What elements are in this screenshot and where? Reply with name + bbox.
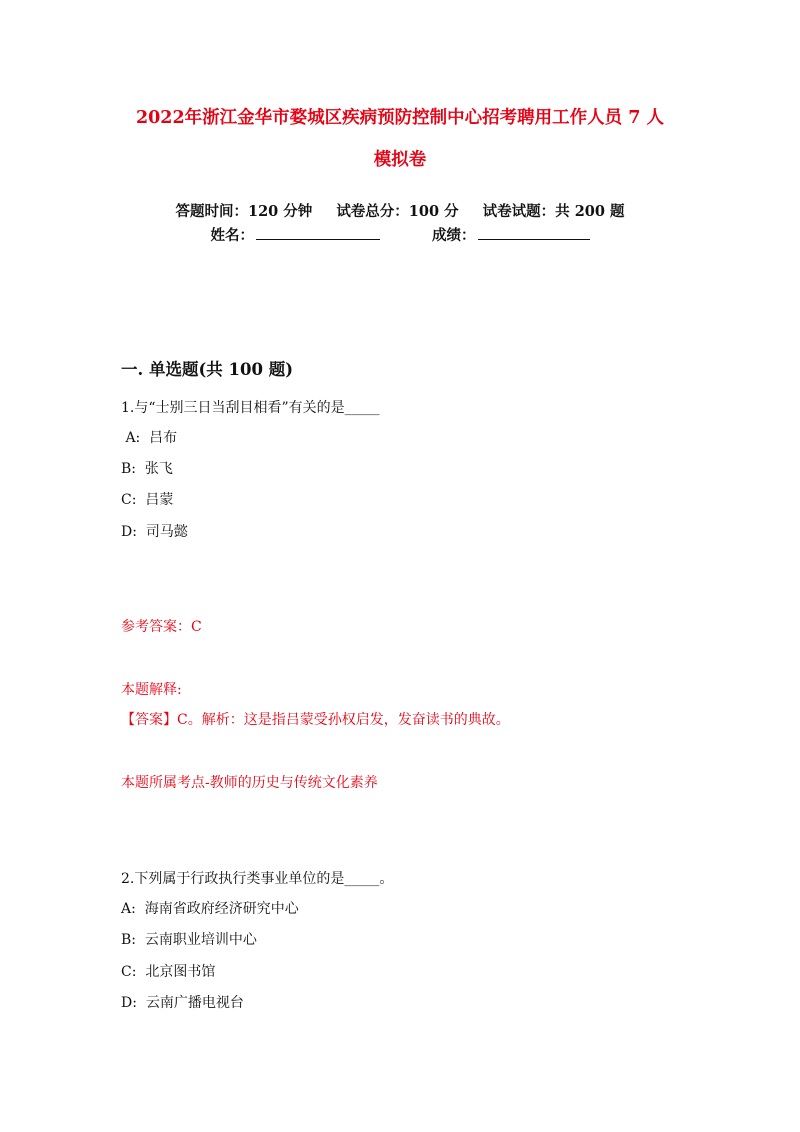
exam-question-count: 试卷试题：共 200 题 <box>482 203 625 220</box>
page-title-line-2: 模拟卷 <box>373 150 427 170</box>
page-title-line-1: 2022年浙江金华市婺城区疾病预防控制中心招考聘用工作人员 7 人 <box>135 108 665 128</box>
score-label: 成绩： <box>432 227 476 244</box>
question-stem: 1.与“士别三日当刮目相看”有关的是_____ <box>121 400 380 416</box>
exam-total-score: 试卷总分：100 分 <box>336 203 459 220</box>
topic-text: 本题所属考点-教师的历史与传统文化素养 <box>121 775 378 791</box>
answer-text: 参考答案：C <box>121 619 202 635</box>
option-a: A: 吕布 <box>121 430 178 446</box>
explanation-label: 本题解释: <box>121 682 182 698</box>
explanation-text: 【答案】C。解析：这是指吕蒙受孙权启发，发奋读书的典故。 <box>121 712 510 728</box>
name-field <box>211 225 381 247</box>
option-c: C: 北京图书馆 <box>121 964 216 980</box>
option-c: C: 吕蒙 <box>121 492 174 508</box>
question-stem: 2.下列属于行政执行类事业单位的是_____。 <box>121 871 394 887</box>
section-heading: 一. 单选题(共 100 题) <box>121 360 294 379</box>
exam-time: 答题时间：120 分钟 <box>175 203 313 220</box>
name-label: 姓名： <box>210 227 254 244</box>
option-b: B: 云南职业培训中心 <box>121 932 257 948</box>
option-a: A: 海南省政府经济研究中心 <box>121 901 299 917</box>
score-blank <box>478 225 590 240</box>
exam-fields <box>0 225 800 247</box>
option-d: D: 云南广播电视台 <box>121 995 244 1011</box>
option-b: B: 张飞 <box>121 461 173 477</box>
option-d: D: 司马懿 <box>121 524 188 540</box>
exam-meta <box>0 201 800 223</box>
score-field <box>432 225 590 247</box>
name-blank <box>256 225 380 240</box>
